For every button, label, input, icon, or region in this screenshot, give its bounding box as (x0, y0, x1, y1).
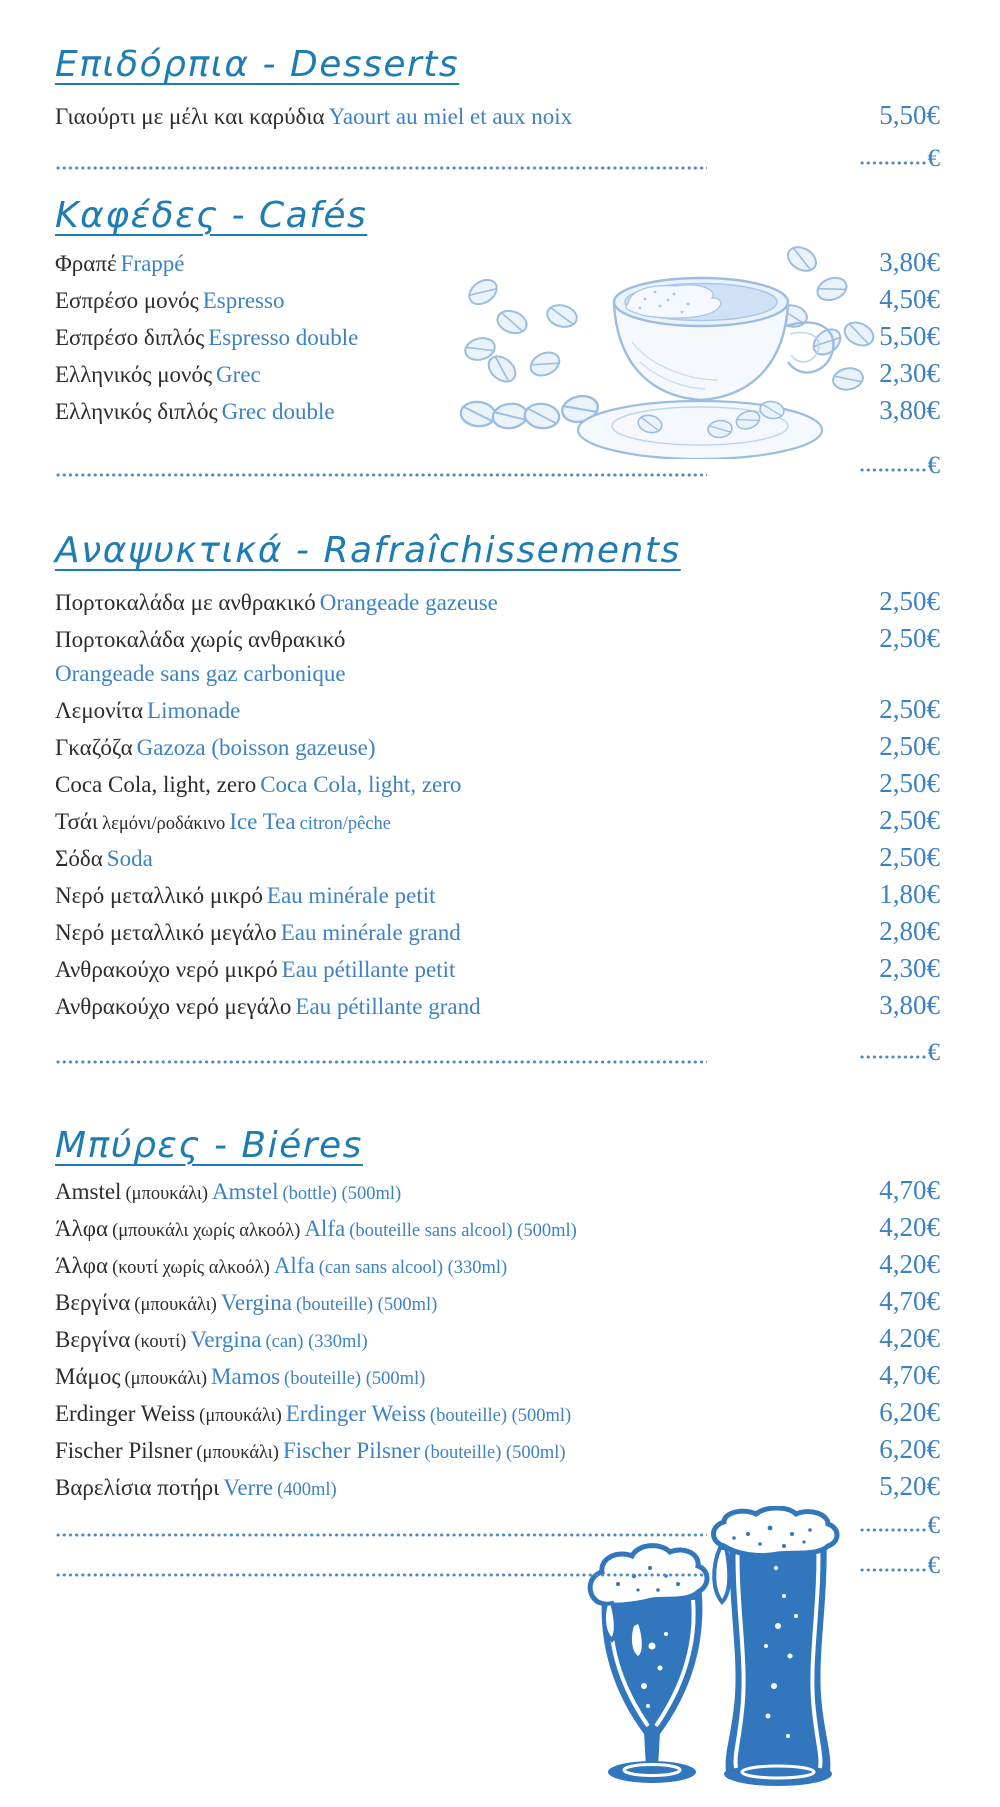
item-price: 4,70€ (879, 1175, 940, 1205)
item-name-greek: λεμόνι/ροδάκινο (102, 814, 226, 834)
menu-item-row (55, 692, 940, 729)
menu-item-row (55, 1358, 940, 1395)
menu-item-row (55, 1469, 940, 1506)
menu-item-row (55, 584, 940, 621)
item-price: 2,80€ (879, 916, 940, 946)
dotted-leader (55, 471, 707, 478)
item-name-french: Alfa (273, 1253, 315, 1278)
dotted-leader-short (859, 466, 927, 473)
item-name-french: Eau minérale grand (280, 920, 461, 945)
menu-item-row (55, 621, 940, 692)
menu-item-row (55, 766, 940, 803)
item-name (55, 991, 481, 1025)
item-name (55, 1250, 507, 1284)
writein-row (55, 1514, 940, 1538)
item-name-french: Yaourt au miel et aux noix (328, 104, 573, 129)
menu-item-row (55, 356, 940, 393)
item-name-french: Grec double (221, 399, 335, 424)
item-name-greek: Amstel (55, 1179, 122, 1204)
menu-items-cafes (55, 245, 940, 430)
dotted-leader (55, 1571, 707, 1578)
item-name-french: (bouteille) (500ml) (424, 1443, 566, 1463)
item-name-greek: Πορτοκαλάδα με ανθρακικό (55, 590, 316, 615)
item-name (55, 624, 346, 692)
item-name-greek: Άλφα (55, 1253, 109, 1278)
section-refreshments (55, 528, 940, 1065)
menu-item-row (55, 1395, 940, 1432)
item-name-greek: Γιαούρτι με μέλι και καρύδια (55, 104, 325, 129)
writein-row (55, 1041, 940, 1065)
item-name-greek: Ανθρακούχο νερό μικρό (55, 957, 278, 982)
item-name (55, 1287, 437, 1321)
item-name (55, 954, 455, 988)
item-name-french: (bottle) (500ml) (282, 1184, 402, 1204)
item-name (55, 843, 153, 877)
item-name-greek: (κουτί χωρίς αλκοόλ) (112, 1258, 270, 1278)
item-name (55, 880, 436, 914)
dotted-leader (55, 164, 707, 171)
item-name (55, 587, 498, 621)
menu-item-row (55, 840, 940, 877)
menu-item-row (55, 245, 940, 282)
item-name-greek: (μπουκάλι) (134, 1295, 217, 1315)
item-name-greek: Βεργίνα (55, 1327, 131, 1352)
menu-items-refreshments (55, 584, 940, 1025)
item-name-french: Orangeade gazeuse (319, 590, 498, 615)
item-name-greek: (μπουκάλι) (196, 1443, 279, 1463)
item-price: 6,20€ (879, 1397, 940, 1427)
item-name-greek: Μάμος (55, 1364, 121, 1389)
item-price: 1,80€ (879, 879, 940, 909)
euro-sign: € (927, 145, 940, 172)
dotted-leader-short (859, 1526, 927, 1533)
item-name (55, 101, 572, 135)
item-name-french: Mamos (211, 1364, 281, 1389)
menu-item-row (55, 877, 940, 914)
menu-item-row (55, 98, 940, 135)
euro-sign: € (927, 1039, 940, 1066)
item-name-french: Eau pétillante petit (281, 957, 456, 982)
item-name-french: citron/pêche (299, 814, 392, 834)
item-name-french: Erdinger Weiss (285, 1401, 426, 1426)
menu-item-row (55, 282, 940, 319)
item-price: 4,70€ (879, 1286, 940, 1316)
item-name-french: Eau pétillante grand (295, 994, 481, 1019)
item-name-greek: Coca Cola, light, zero (55, 772, 257, 797)
item-name-french: Vergina (220, 1290, 292, 1315)
item-name-french: (400ml) (277, 1480, 337, 1500)
euro-sign: € (927, 1552, 940, 1579)
item-price: 6,20€ (879, 1434, 940, 1464)
item-name-greek: Erdinger Weiss (55, 1401, 196, 1426)
item-price: 4,70€ (879, 1360, 940, 1390)
item-name-greek: Φραπέ (55, 251, 117, 276)
item-name-french: (bouteille) (500ml) (295, 1295, 438, 1315)
item-name-greek: (μπουκάλι) (124, 1369, 208, 1389)
item-name-greek: Βαρελίσια ποτήρι (55, 1475, 220, 1500)
item-name (55, 359, 261, 393)
item-name (55, 769, 461, 803)
item-name-french: (bouteille sans alcool) (500ml) (349, 1221, 577, 1241)
item-name-greek: Ανθρακούχο νερό μεγάλο (55, 994, 292, 1019)
dotted-leader (55, 1058, 707, 1065)
item-name-greek: Ελληνικός μονός (55, 362, 213, 387)
item-name (55, 806, 391, 840)
item-price: 4,20€ (879, 1323, 940, 1353)
item-name-french: Amstel (212, 1179, 279, 1204)
item-name (55, 1435, 566, 1469)
menu-item-row (55, 1173, 940, 1210)
item-name-greek: Γκαζόζα (55, 735, 133, 760)
dotted-leader-short (859, 1053, 927, 1060)
section-title-desserts: Επιδόρπια - Desserts (55, 44, 460, 85)
item-name-greek: Λεμονίτα (55, 698, 144, 723)
item-name-greek: Άλφα (55, 1216, 109, 1241)
item-price: 2,50€ (879, 805, 940, 835)
item-name (55, 396, 335, 430)
item-name-greek: Πορτοκαλάδα χωρίς ανθρακικό (55, 627, 346, 652)
item-name (55, 1472, 337, 1506)
item-name-french: Gazoza (boisson gazeuse) (136, 735, 376, 760)
item-name (55, 732, 376, 766)
menu-item-row (55, 319, 940, 356)
item-price: 5,50€ (879, 321, 940, 351)
section-title-cafes: Καφέδες - Cafés (55, 195, 368, 236)
section-title-refreshments: Αναψυκτικά - Rafraîchissements (55, 530, 681, 571)
writein-row (55, 454, 940, 478)
item-name-greek: Εσπρέσο μονός (55, 288, 199, 313)
item-name (55, 285, 284, 319)
item-price: 3,80€ (879, 247, 940, 277)
item-name-greek: Ελληνικός διπλός (55, 399, 218, 424)
item-name-french: Eau minérale petit (266, 883, 436, 908)
menu-item-row (55, 1247, 940, 1284)
item-price: 2,50€ (879, 586, 940, 616)
menu-item-row (55, 1321, 940, 1358)
item-name-french: (can sans alcool) (330ml) (318, 1258, 508, 1278)
section-beers (55, 1123, 940, 1578)
menu-item-row (55, 1210, 940, 1247)
item-name-french: Fischer Pilsner (282, 1438, 421, 1463)
item-name-french: Alfa (304, 1216, 346, 1241)
item-price: 4,20€ (879, 1212, 940, 1242)
item-price: 2,50€ (879, 694, 940, 724)
item-name (55, 1398, 571, 1432)
item-name (55, 1176, 401, 1210)
menu-item-row (55, 1284, 940, 1321)
item-name-greek: Νερό μεταλλικό μεγάλο (55, 920, 277, 945)
item-price: 4,50€ (879, 284, 940, 314)
dotted-leader-short (859, 1566, 927, 1573)
item-price: 2,30€ (879, 358, 940, 388)
menu-item-row (55, 988, 940, 1025)
euro-sign: € (927, 1512, 940, 1539)
item-price: 5,50€ (879, 100, 940, 130)
item-name-french: Coca Cola, light, zero (260, 772, 462, 797)
item-price: 3,80€ (879, 395, 940, 425)
item-name-greek: Εσπρέσο διπλός (55, 325, 205, 350)
section-title-beers: Μπύρες - Biéres (55, 1125, 363, 1166)
item-name-french: Verre (223, 1475, 274, 1500)
item-name-french: (can) (330ml) (265, 1332, 368, 1352)
euro-sign: € (927, 452, 940, 479)
item-name-french: Limonade (147, 698, 241, 723)
menu-item-row (55, 803, 940, 840)
item-name-french: Frappé (120, 251, 185, 276)
dotted-leader-short (859, 159, 927, 166)
writein-row (55, 1554, 940, 1578)
menu-item-row (55, 951, 940, 988)
item-name (55, 322, 358, 356)
item-name-french: (bouteille) (500ml) (284, 1369, 426, 1389)
menu-item-row (55, 914, 940, 951)
writein-row (55, 147, 940, 171)
item-name-french: Ice Tea (229, 809, 296, 834)
item-name-greek: Νερό μεταλλικό μικρό (55, 883, 263, 908)
menu-items-desserts (55, 98, 940, 135)
menu-item-row (55, 1432, 940, 1469)
item-price: 3,80€ (879, 990, 940, 1020)
section-desserts (55, 42, 940, 171)
item-price: 4,20€ (879, 1249, 940, 1279)
item-name-french: Orangeade sans gaz carbonique (55, 661, 346, 686)
item-name (55, 695, 240, 729)
item-name-greek: Τσάι (55, 809, 99, 834)
section-cafes (55, 193, 940, 478)
menu-item-row (55, 393, 940, 430)
item-name-french: Soda (106, 846, 153, 871)
item-price: 2,50€ (879, 623, 940, 653)
item-name (55, 248, 185, 282)
item-name (55, 917, 461, 951)
item-name-french: Vergina (190, 1327, 262, 1352)
item-name (55, 1324, 368, 1358)
item-name (55, 1213, 577, 1247)
item-name-french: Espresso double (208, 325, 359, 350)
dotted-leader (55, 1531, 707, 1538)
item-name-french: Espresso (202, 288, 285, 313)
item-name-greek: Βεργίνα (55, 1290, 131, 1315)
item-price: 2,50€ (879, 731, 940, 761)
item-price: 2,30€ (879, 953, 940, 983)
item-price: 2,50€ (879, 768, 940, 798)
item-price: 5,20€ (879, 1471, 940, 1501)
menu-item-row (55, 729, 940, 766)
item-name-french: Grec (216, 362, 261, 387)
item-name-greek: (κουτί) (134, 1332, 187, 1352)
item-name-greek: Σόδα (55, 846, 103, 871)
item-name-greek: (μπουκάλι) (199, 1406, 282, 1426)
item-name-french: (bouteille) (500ml) (429, 1406, 572, 1426)
item-name-greek: (μπουκάλι) (125, 1184, 209, 1204)
item-price: 2,50€ (879, 842, 940, 872)
menu-page (0, 42, 1000, 1807)
item-name-greek: (μπουκάλι χωρίς αλκοόλ) (112, 1221, 301, 1241)
item-name-greek: Fischer Pilsner (55, 1438, 193, 1463)
item-name (55, 1361, 425, 1395)
menu-items-beers (55, 1173, 940, 1506)
